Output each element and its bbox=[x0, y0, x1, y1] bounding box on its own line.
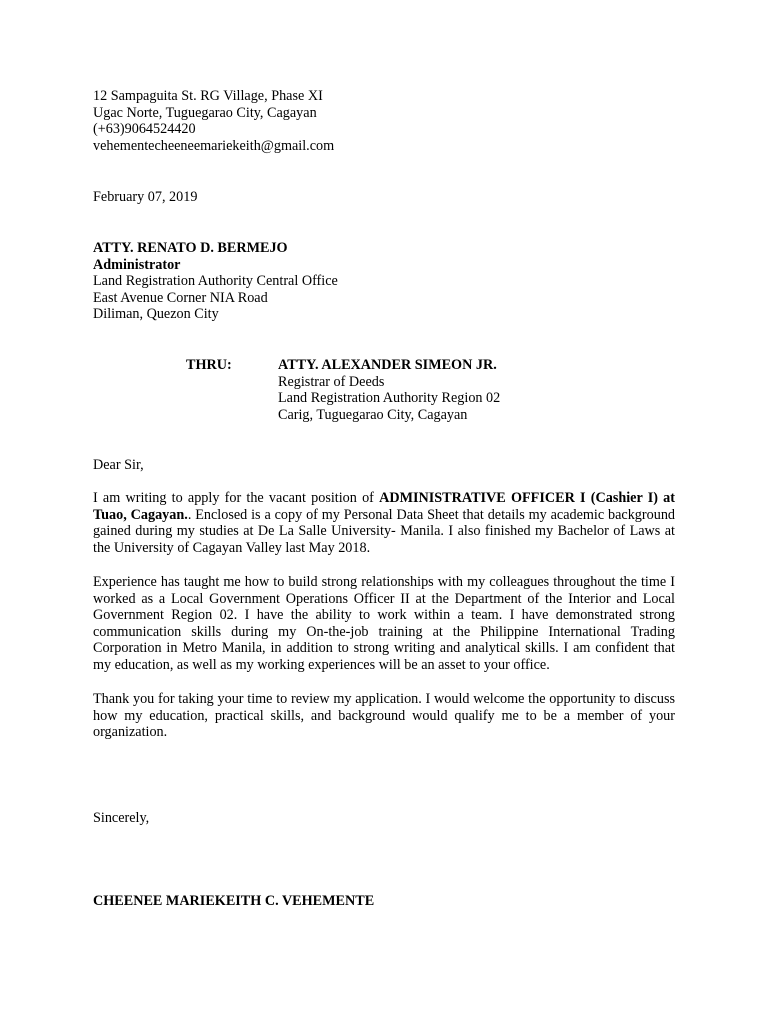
thru-recipient bbox=[278, 357, 598, 423]
position-title: ADMINISTRATIVE OFFICER I (Cashier I) at Tuao, Cagayan. bbox=[93, 490, 675, 523]
paragraph1-intro: I am writing to apply for the vacant position of bbox=[93, 490, 380, 506]
closing: Sincerely, bbox=[93, 810, 150, 826]
body-paragraph-2: Experience has taught me how to build strong relationships with my colleagues throughout the time I worked as a Local Government Operations Officer II at the Department of the Interior and Local Government Region 02. I have the ability to work within a team. I have demonstrated strong communication skills during my On-the-job training at the Philippine International Trading Corporation in Metro Manila, in addition to strong writing and analytical skills. I am confident that my education, as well as my working experiences will be an asset to your office. bbox=[93, 574, 675, 673]
thru-label: THRU: bbox=[186, 357, 232, 373]
recipient-address-line2: Diliman, Quezon City bbox=[93, 306, 219, 323]
salutation: Dear Sir, bbox=[93, 457, 144, 473]
body-paragraph-3: Thank you for taking your time to review my application. I would welcome the opportunity to discuss how my education, practical skills, and background would qualify me to be a member of your organization. bbox=[93, 691, 675, 741]
signatory-name: CHEENEE MARIEKEITH C. VEHEMENTE bbox=[93, 893, 375, 909]
sender-address-block bbox=[93, 88, 675, 154]
thru-address: Carig, Tuguegarao City, Cagayan bbox=[278, 406, 468, 423]
thru-office: Land Registration Authority Region 02 bbox=[278, 390, 501, 407]
paragraph1-rest: . Enclosed is a copy of my Personal Data Sheet that details my academic background gained during my studies at De La Salle University- Manila. I also finished my Bachelor of Laws at the University of Cagayan Valley last May 2018. bbox=[93, 506, 676, 556]
recipient-block bbox=[93, 240, 675, 323]
thru-title: Registrar of Deeds bbox=[278, 373, 385, 390]
recipient-office: Land Registration Authority Central Office bbox=[93, 273, 338, 290]
sender-address-line2: Ugac Norte, Tuguegarao City, Cagayan bbox=[93, 104, 317, 121]
body-paragraph-1 bbox=[93, 490, 675, 556]
sender-address-line1: 12 Sampaguita St. RG Village, Phase XI bbox=[93, 88, 323, 104]
recipient-title: Administrator bbox=[93, 256, 181, 273]
sender-phone: (+63)9064524420 bbox=[93, 121, 196, 138]
letter-date: February 07, 2019 bbox=[93, 189, 198, 205]
recipient-address-line1: East Avenue Corner NIA Road bbox=[93, 289, 268, 306]
recipient-name: ATTY. RENATO D. BERMEJO bbox=[93, 240, 288, 256]
thru-name: ATTY. ALEXANDER SIMEON JR. bbox=[278, 357, 497, 373]
sender-email: vehementecheeneemariekeith@gmail.com bbox=[93, 137, 335, 154]
